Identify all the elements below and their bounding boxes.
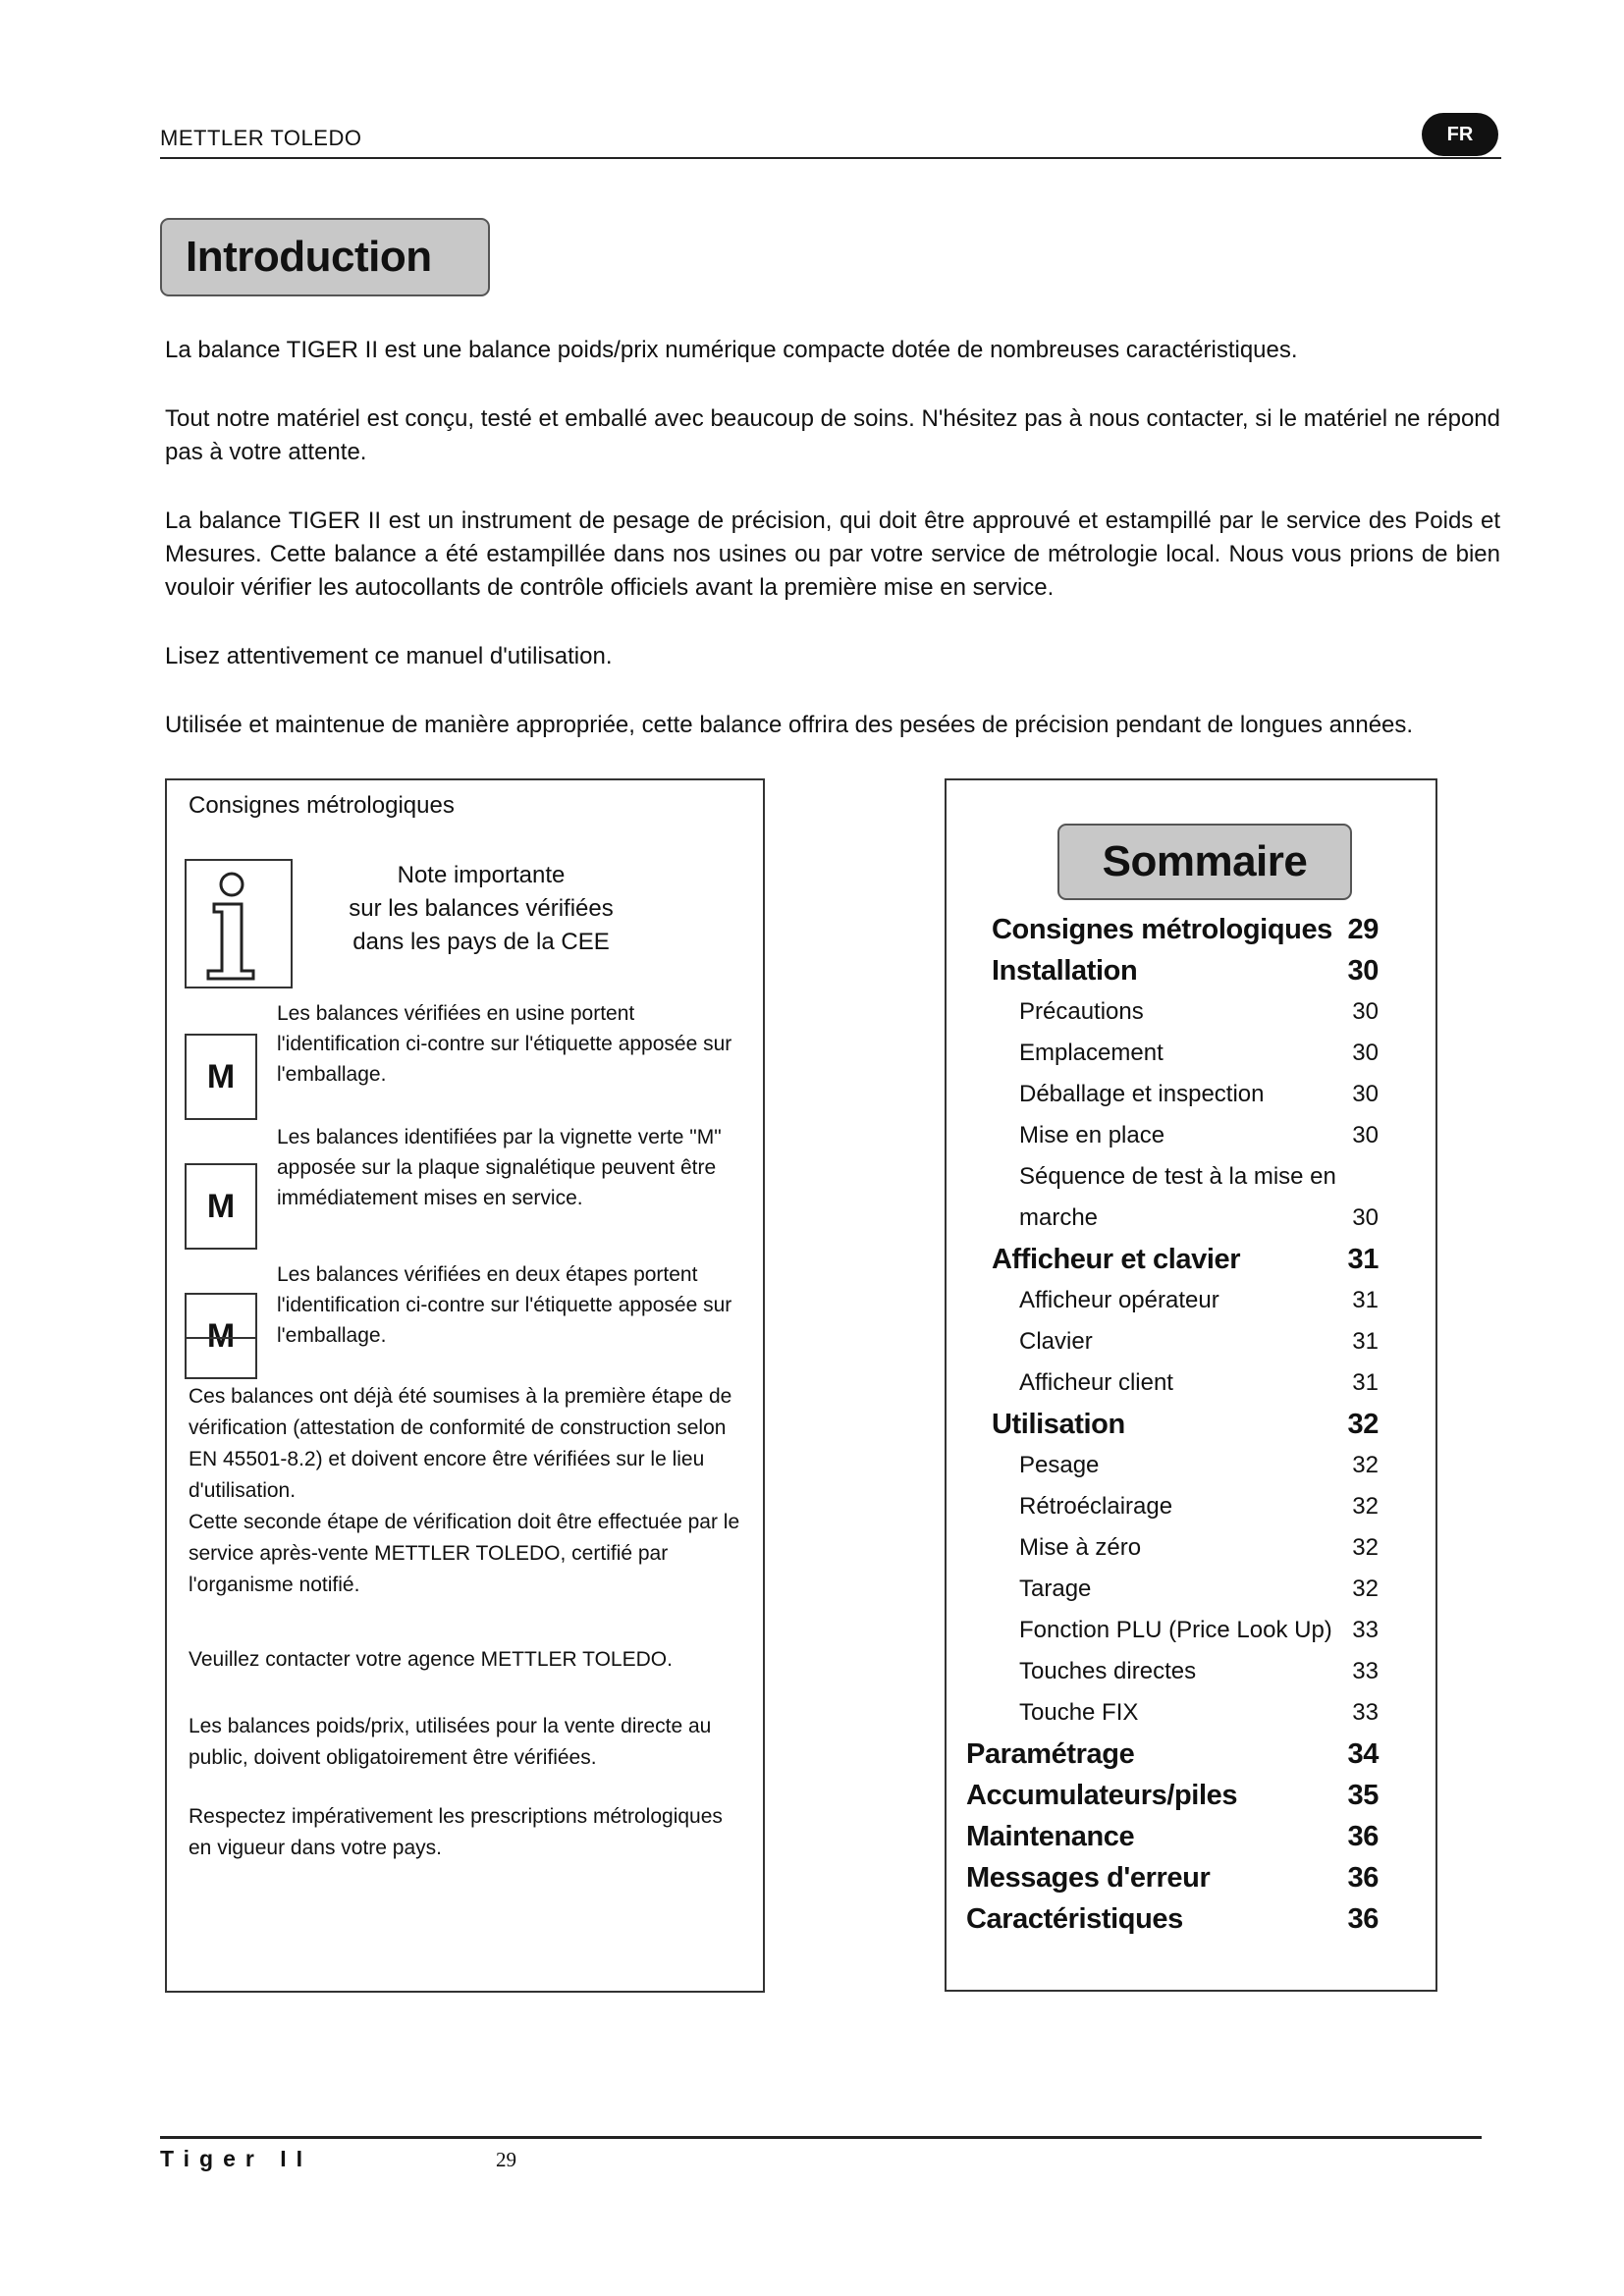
m-mark-description: Les balances vérifiées en deux étapes portent l'identification ci-contre sur l'étiquette apposée sur l'emballage. xyxy=(277,1263,732,1347)
language-badge: FR xyxy=(1422,113,1498,156)
toc-subentry[interactable]: Touches directes 33 xyxy=(1019,1658,1379,1684)
toc-subentry[interactable]: Précautions 30 xyxy=(1019,998,1379,1025)
toc-subentry[interactable]: Mise en place 30 xyxy=(1019,1122,1379,1148)
toc-subentry[interactable]: Rétroéclairage 32 xyxy=(1019,1493,1379,1520)
toc-subentry[interactable]: marche 30 xyxy=(1019,1204,1379,1231)
toc-subentry[interactable]: Emplacement 30 xyxy=(1019,1040,1379,1066)
metrology-body xyxy=(189,1381,748,1601)
toc-subentry[interactable]: Séquence de test à la mise en xyxy=(1019,1163,1336,1190)
metrology-notes-box xyxy=(165,778,765,1993)
page-number: 29 xyxy=(496,2148,516,2171)
intro-paragraph: La balance TIGER II est une balance poids/prix numérique compacte dotée de nombreuses caractéristiques. xyxy=(165,337,1298,363)
retail-note: Les balances poids/prix, utilisées pour la vente directe au public, doivent obligatoirement être vérifiées. xyxy=(189,1715,712,1769)
m-mark-description: Les balances vérifiées en usine portent l'identification ci-contre sur l'étiquette apposée sur l'emballage. xyxy=(277,1002,732,1086)
introduction-title: Introduction xyxy=(186,233,432,281)
table-of-contents xyxy=(945,778,1437,1992)
toc-subentry[interactable]: Clavier 31 xyxy=(1019,1328,1379,1355)
toc-entry[interactable]: Paramétrage 34 xyxy=(966,1738,1379,1770)
toc-subentry[interactable]: Touche FIX 33 xyxy=(1019,1699,1379,1726)
metrology-notes-title: Consignes métrologiques xyxy=(189,792,455,819)
sommaire-heading-box xyxy=(1057,824,1352,900)
note-line: dans les pays de la CEE xyxy=(352,929,610,955)
verification-note: Cette seconde étape de vérification doit être effectuée par le service après-vente METTLER TOLEDO, certifié par l'organisme notifié. xyxy=(189,1511,740,1596)
toc-subentry[interactable]: Mise à zéro 32 xyxy=(1019,1534,1379,1561)
note-line: sur les balances vérifiées xyxy=(349,895,614,922)
toc-entry[interactable]: Consignes métrologiques 29 xyxy=(992,914,1379,945)
toc-entry[interactable]: Afficheur et clavier 31 xyxy=(992,1244,1379,1275)
toc-entry[interactable]: Caractéristiques 36 xyxy=(966,1903,1379,1935)
introduction-heading-box xyxy=(160,218,490,296)
verification-note: Ces balances ont déjà été soumises à la première étape de vérification (attestation de conformité de construction selon EN 45501-8.2) et doivent encore être vérifiées sur le lieu d'utilisation. xyxy=(189,1385,732,1502)
toc-subentry[interactable]: Fonction PLU (Price Look Up) 33 xyxy=(1019,1617,1379,1643)
toc-subentry[interactable]: Déballage et inspection 30 xyxy=(1019,1081,1379,1107)
toc-subentry[interactable]: Tarage 32 xyxy=(1019,1575,1379,1602)
introduction-text xyxy=(165,334,1500,777)
footer-product-name: Tiger II xyxy=(160,2146,312,2171)
intro-paragraph: La balance TIGER II est un instrument de pesage de précision, qui doit être approuvé et estampillé par le service des Poids et Mesures. Cette balance a été estampillée dans nos usines ou par votre service de métrologie local. Nous vous prions de bien vouloir vérifier les autocollants de contrôle officiels avant la première mise en service. xyxy=(165,507,1500,601)
brand-name: METTLER TOLEDO xyxy=(160,126,362,150)
toc-subentry[interactable]: Pesage 32 xyxy=(1019,1452,1379,1478)
header-divider xyxy=(160,157,1501,159)
contact-note: Veuillez contacter votre agence METTLER TOLEDO. xyxy=(189,1648,673,1671)
toc-subentry[interactable]: Afficheur opérateur 31 xyxy=(1019,1287,1379,1313)
green-m-mark-icon: M xyxy=(185,1163,257,1250)
m-mark-icon: M xyxy=(185,1034,257,1120)
toc-entry[interactable]: Maintenance 36 xyxy=(966,1821,1379,1852)
info-icon xyxy=(185,859,293,988)
footer-divider xyxy=(160,2136,1482,2139)
two-stage-m-mark-icon: M xyxy=(185,1293,257,1379)
intro-paragraph: Tout notre matériel est conçu, testé et emballé avec beaucoup de soins. N'hésitez pas à nous contacter, si le matériel ne répond pas à votre attente. xyxy=(165,405,1500,465)
toc-entry[interactable]: Utilisation 32 xyxy=(992,1409,1379,1440)
intro-paragraph: Lisez attentivement ce manuel d'utilisation. xyxy=(165,643,613,669)
toc-entry[interactable]: Installation 30 xyxy=(992,955,1379,987)
toc-entry[interactable]: Accumulateurs/piles 35 xyxy=(966,1780,1379,1811)
important-note xyxy=(334,859,628,959)
sommaire-title: Sommaire xyxy=(1102,837,1308,885)
regulation-note: Respectez impérativement les prescriptions métrologiques en vigueur dans votre pays. xyxy=(189,1805,723,1859)
note-line: Note importante xyxy=(397,862,566,888)
toc-subentry[interactable]: Afficheur client 31 xyxy=(1019,1369,1379,1396)
toc-entry[interactable]: Messages d'erreur 36 xyxy=(966,1862,1379,1894)
intro-paragraph: Utilisée et maintenue de manière appropriée, cette balance offrira des pesées de précision pendant de longues années. xyxy=(165,712,1414,738)
m-mark-description: Les balances identifiées par la vignette verte "M" apposée sur la plaque signalétique peuvent être immédiatement mises en service. xyxy=(277,1126,722,1209)
